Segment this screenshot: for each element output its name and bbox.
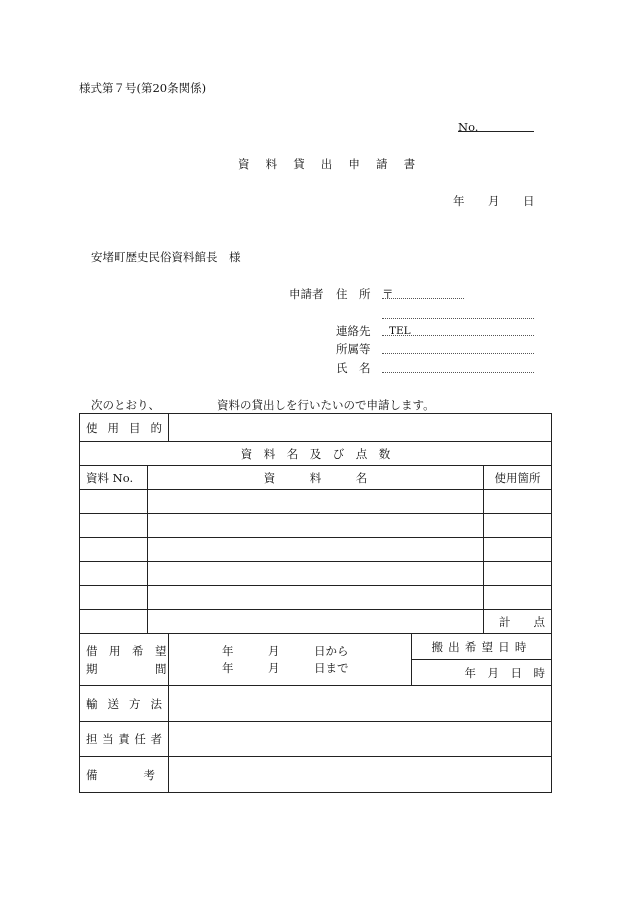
period-label-line2: 期 間: [86, 661, 167, 676]
section-title: 資 料 名 及 び 点 数: [80, 442, 552, 466]
tel-label: TEL: [389, 325, 411, 337]
postal-code-field[interactable]: [382, 298, 464, 299]
address-label: 住 所: [336, 287, 371, 301]
usage-cell[interactable]: [484, 586, 552, 610]
usage-cell[interactable]: [484, 562, 552, 586]
remarks-label: 備 考: [80, 757, 169, 793]
period-label-line1: 借 用 希 望: [86, 643, 167, 658]
material-no-cell[interactable]: [80, 490, 148, 514]
usage-cell[interactable]: [484, 514, 552, 538]
name-field[interactable]: [382, 372, 534, 373]
material-no-cell[interactable]: [80, 586, 148, 610]
material-name-cell[interactable]: [148, 490, 484, 514]
usage-cell[interactable]: [484, 538, 552, 562]
carry-out-datetime[interactable]: 年 月 日 時: [412, 660, 552, 686]
applicant-label: 申請者: [289, 287, 324, 301]
material-name-cell[interactable]: [148, 562, 484, 586]
date-day: 日: [523, 194, 535, 208]
date-month: 月: [488, 194, 500, 208]
loan-request-table: [79, 413, 552, 793]
postal-mark: 〒: [382, 287, 394, 301]
col-header-name: 資 料 名: [148, 466, 484, 490]
period-field[interactable]: [169, 634, 412, 686]
material-name-cell[interactable]: [148, 538, 484, 562]
material-name-cell[interactable]: [148, 610, 484, 634]
total-count-cell[interactable]: 計 点: [484, 610, 552, 634]
person-in-charge-field[interactable]: [169, 722, 552, 757]
transport-field[interactable]: [169, 686, 552, 722]
doc-no-line: [458, 131, 534, 132]
address-field[interactable]: [382, 318, 534, 319]
col-header-usage: 使用箇所: [484, 466, 552, 490]
remarks-field[interactable]: [169, 757, 552, 793]
material-name-cell[interactable]: [148, 514, 484, 538]
material-no-cell[interactable]: [80, 610, 148, 634]
addressee: 安堵町歴史民俗資料館長 様: [91, 250, 241, 264]
form-number: 様式第７号(第20条関係): [79, 81, 207, 95]
material-name-cell[interactable]: [148, 586, 484, 610]
col-header-no: 資料 No.: [80, 466, 148, 490]
contact-field[interactable]: [382, 335, 534, 336]
affiliation-label: 所属等: [336, 342, 371, 356]
person-in-charge-label: 担当責任者: [80, 722, 169, 757]
period-label: [80, 634, 169, 686]
date-year: 年: [453, 194, 465, 208]
period-to: 年 月 日まで: [222, 660, 349, 675]
material-no-cell[interactable]: [80, 562, 148, 586]
contact-label: 連絡先: [336, 324, 371, 338]
material-no-cell[interactable]: [80, 538, 148, 562]
material-no-cell[interactable]: [80, 514, 148, 538]
affiliation-field[interactable]: [382, 353, 534, 354]
doc-no-label: No.: [458, 120, 479, 134]
transport-label: 輸送方法: [80, 686, 169, 722]
document-title: 資 料 貸 出 申 請 書: [238, 157, 418, 171]
intro-prefix: 次のとおり、: [91, 398, 160, 412]
purpose-label: 使用目的: [80, 414, 169, 442]
period-from: 年 月 日から: [222, 643, 349, 658]
intro-suffix: 資料の貸出しを行いたいので申請します。: [217, 398, 435, 412]
name-label: 氏 名: [336, 361, 371, 375]
carry-out-label: 搬出希望日時: [412, 634, 552, 660]
purpose-field[interactable]: [169, 414, 552, 442]
usage-cell[interactable]: [484, 490, 552, 514]
